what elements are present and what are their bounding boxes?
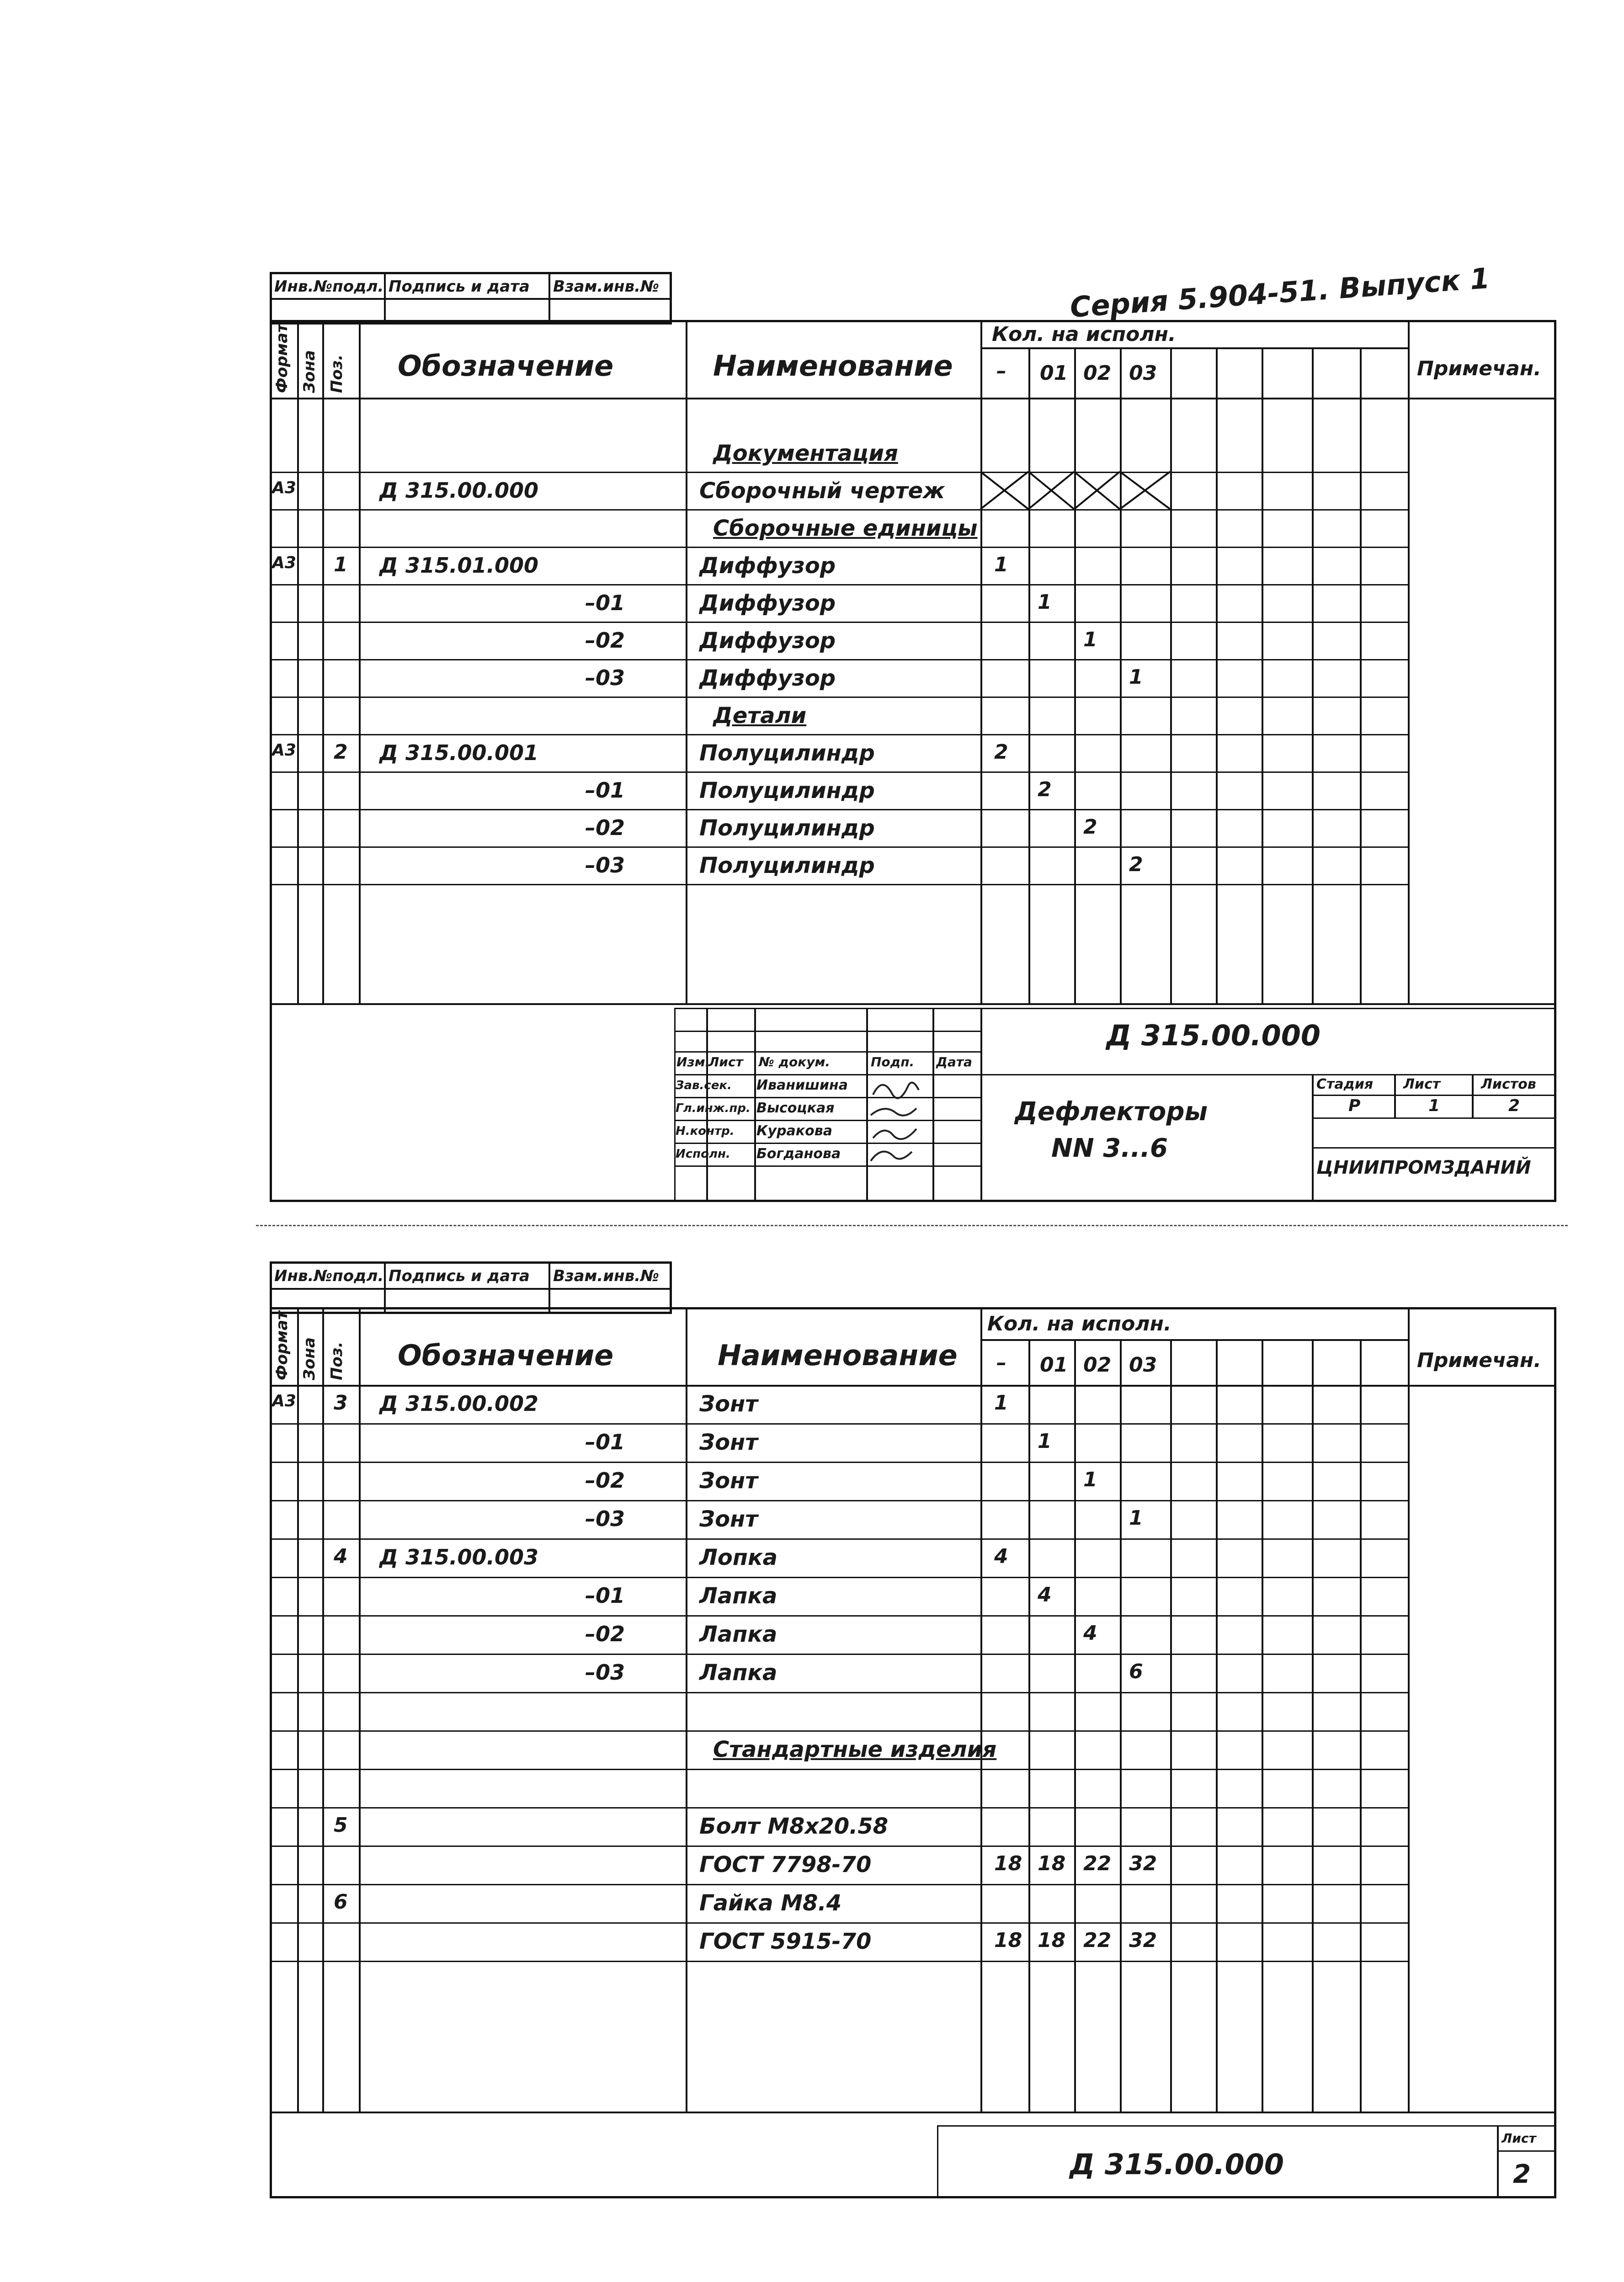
tb-title-line2: NN 3...6 xyxy=(1051,1133,1168,1163)
row2-pos: 3 xyxy=(334,1391,348,1415)
row1-name: Сборочный чертеж xyxy=(699,478,945,504)
col-format-header: Формат xyxy=(273,324,291,393)
stamp-replace-label: Взам.инв.№ xyxy=(553,277,659,296)
row2-qty-0: 18 xyxy=(994,1929,1022,1952)
row2-qty-2: 22 xyxy=(1083,1929,1112,1952)
row2-name: Лапка xyxy=(699,1660,777,1686)
col2-qty-0: – xyxy=(996,1351,1006,1374)
row2-qty-3: 6 xyxy=(1129,1660,1143,1684)
row1-designation: Д 315.00.001 xyxy=(379,740,538,766)
tb2-sheet-label: Лист xyxy=(1502,2131,1536,2146)
row-divider xyxy=(270,1654,1408,1655)
col-pos-header: Поз. xyxy=(328,354,346,393)
row-divider xyxy=(270,1807,1408,1809)
col-zone-header: Зона xyxy=(300,350,319,393)
stamp-inv-label: Инв.№подл. xyxy=(274,277,384,296)
col2-qty-2: 02 xyxy=(1083,1353,1112,1377)
row1-qty-3: 2 xyxy=(1129,853,1143,877)
tb-header-doc: № докум. xyxy=(759,1054,831,1069)
row1-qty-1: 2 xyxy=(1038,778,1052,802)
col-designation-header: Обозначение xyxy=(398,349,614,383)
stamp2-replace-label: Взам.инв.№ xyxy=(553,1267,659,1285)
row2-name: Зонт xyxy=(699,1468,758,1494)
col2-designation-header: Обозначение xyxy=(398,1339,614,1372)
row2-designation: Д 315.00.002 xyxy=(379,1391,538,1416)
row2-designation: –01 xyxy=(585,1583,625,1608)
row1-pos: 1 xyxy=(334,553,348,577)
row-divider xyxy=(270,809,1408,810)
row2-qty-1: 1 xyxy=(1038,1430,1052,1453)
row-divider xyxy=(270,1692,1408,1693)
row1-designation: –01 xyxy=(585,590,625,616)
row1-name: Полуцилиндр xyxy=(699,740,875,766)
col-note-header: Примечан. xyxy=(1417,357,1541,380)
row1-pos: 2 xyxy=(334,740,348,764)
row-divider xyxy=(270,1500,1408,1501)
tb2-sheet-value: 2 xyxy=(1513,2160,1531,2189)
row-divider xyxy=(270,547,1408,548)
row2-qty-3: 1 xyxy=(1129,1506,1143,1530)
tb-person-1: Высоцкая xyxy=(756,1100,835,1116)
tb-header-izm: Изм. xyxy=(676,1054,710,1069)
tb-person-2: Куракова xyxy=(756,1123,832,1139)
col-qty-3: 03 xyxy=(1129,362,1157,385)
tb-header-list: Лист xyxy=(708,1054,743,1069)
row1-format: А3 xyxy=(272,741,296,760)
row2-qty-1: 18 xyxy=(1038,1852,1066,1876)
sheet-separator xyxy=(256,1225,1568,1226)
tb2-doc-code: Д 315.00.000 xyxy=(1070,2148,1284,2181)
col2-qty-header: Кол. на исполн. xyxy=(987,1312,1171,1335)
series-label: Серия 5.904-51. Выпуск 1 xyxy=(1069,261,1491,324)
row-divider xyxy=(270,1615,1408,1617)
row1-designation: Д 315.00.000 xyxy=(379,478,538,503)
row2-pos: 4 xyxy=(334,1545,348,1569)
row-divider xyxy=(270,472,1408,473)
tb-stage-value: Р xyxy=(1348,1096,1361,1115)
row2-name: Зонт xyxy=(699,1391,758,1417)
tb-doc-code: Д 315.00.000 xyxy=(1106,1019,1321,1052)
row-divider xyxy=(270,1846,1408,1847)
tb-person-3: Богданова xyxy=(756,1146,841,1162)
row-divider xyxy=(270,771,1408,773)
row-divider xyxy=(270,1538,1408,1540)
stamp2-inv-label: Инв.№подл. xyxy=(274,1267,384,1285)
row-divider xyxy=(270,1922,1408,1924)
row1-designation: –02 xyxy=(585,815,625,840)
row2-qty-2: 22 xyxy=(1083,1852,1112,1876)
col2-pos-header: Поз. xyxy=(328,1341,346,1380)
row2-name: ГОСТ 7798-70 xyxy=(699,1852,872,1878)
row-divider xyxy=(270,584,1408,585)
tb-person-0: Иванишина xyxy=(756,1077,848,1093)
row-divider xyxy=(270,509,1408,511)
row2-qty-2: 4 xyxy=(1083,1622,1097,1645)
tb-header-sign: Подп. xyxy=(871,1054,915,1069)
row2-qty-3: 32 xyxy=(1129,1852,1157,1876)
row1-qty-0: 1 xyxy=(994,553,1008,577)
row1-name: Детали xyxy=(713,703,807,729)
tb-sheets-label: Листов xyxy=(1481,1076,1536,1092)
row-divider xyxy=(270,1769,1408,1770)
row1-format: А3 xyxy=(272,553,296,573)
row2-qty-0: 1 xyxy=(994,1391,1008,1415)
col2-qty-1: 01 xyxy=(1040,1353,1068,1377)
row1-name: Диффузор xyxy=(699,665,836,692)
row-divider xyxy=(270,659,1408,660)
row-divider xyxy=(270,1423,1408,1425)
row1-qty-2: 2 xyxy=(1083,815,1097,839)
row-divider xyxy=(270,1884,1408,1885)
row2-qty-1: 18 xyxy=(1038,1929,1066,1952)
tb-sheets-value: 2 xyxy=(1508,1096,1520,1115)
row2-pos: 6 xyxy=(334,1890,348,1914)
col2-zone-header: Зона xyxy=(300,1337,319,1380)
row-divider xyxy=(270,1961,1408,1962)
row2-qty-2: 1 xyxy=(1083,1468,1097,1492)
tb-role-0: Зав.сек. xyxy=(676,1079,732,1092)
row2-name: Стандартные изделия xyxy=(713,1737,997,1763)
row1-designation: –03 xyxy=(585,853,625,878)
row1-format: А3 xyxy=(272,479,296,498)
row1-name: Документация xyxy=(713,441,898,467)
col-qty-0: – xyxy=(996,359,1006,383)
col2-format-header: Формат xyxy=(273,1311,291,1380)
row-divider xyxy=(270,884,1408,885)
row2-designation: –01 xyxy=(585,1430,625,1455)
tb-role-1: Гл.инж.пр. xyxy=(676,1101,751,1115)
row2-name: Гайка М8.4 xyxy=(699,1890,842,1916)
row1-qty-1: 1 xyxy=(1038,590,1052,614)
row1-name: Диффузор xyxy=(699,553,836,579)
col-qty-2: 02 xyxy=(1083,362,1112,385)
row-divider xyxy=(270,697,1408,698)
row2-format: А3 xyxy=(272,1392,296,1411)
row2-designation: Д 315.00.003 xyxy=(379,1545,538,1570)
row2-name: Лапка xyxy=(699,1622,777,1648)
row1-qty-2: 1 xyxy=(1083,628,1097,652)
row2-name: Болт М8х20.58 xyxy=(699,1814,889,1840)
row2-name: Лопка xyxy=(699,1545,777,1571)
tb-role-2: Н.контр. xyxy=(676,1124,735,1138)
tb-sheet-value: 1 xyxy=(1428,1096,1440,1115)
col2-note-header: Примечан. xyxy=(1417,1349,1541,1372)
row1-designation: –03 xyxy=(585,665,625,691)
col2-name-header: Наименование xyxy=(718,1339,958,1372)
row2-name: Лапка xyxy=(699,1583,777,1609)
stamp-sign-label: Подпись и дата xyxy=(389,277,530,296)
row2-qty-1: 4 xyxy=(1038,1583,1052,1607)
tb-role-3: Исполн. xyxy=(676,1147,730,1161)
row-divider xyxy=(270,734,1408,735)
col-qty-header: Кол. на исполн. xyxy=(992,323,1176,346)
row-divider xyxy=(270,1730,1408,1732)
row2-name: Зонт xyxy=(699,1506,758,1532)
row1-name: Диффузор xyxy=(699,590,836,617)
row2-designation: –03 xyxy=(585,1660,625,1685)
col2-qty-3: 03 xyxy=(1129,1353,1157,1377)
row1-name: Сборочные единицы xyxy=(713,516,978,542)
row1-designation: –02 xyxy=(585,628,625,653)
row1-qty-3: 1 xyxy=(1129,665,1143,689)
row2-qty-0: 18 xyxy=(994,1852,1022,1876)
row2-pos: 5 xyxy=(334,1814,348,1837)
row1-designation: Д 315.01.000 xyxy=(379,553,538,578)
row-divider xyxy=(270,622,1408,623)
stamp2-sign-label: Подпись и дата xyxy=(389,1267,530,1285)
tb-header-date: Дата xyxy=(936,1054,972,1069)
row1-name: Полуцилиндр xyxy=(699,778,875,804)
row2-qty-0: 4 xyxy=(994,1545,1008,1569)
row1-name: Диффузор xyxy=(699,628,836,654)
row1-name: Полуцилиндр xyxy=(699,853,875,879)
row-divider xyxy=(270,846,1408,848)
row-divider xyxy=(270,1462,1408,1463)
row2-name: Зонт xyxy=(699,1430,758,1456)
tb-stage-label: Стадия xyxy=(1316,1076,1374,1092)
row1-designation: –01 xyxy=(585,778,625,803)
tb-org: ЦНИИПРОМЗДАНИЙ xyxy=(1316,1157,1531,1178)
tb-title-line1: Дефлекторы xyxy=(1015,1097,1208,1127)
row1-qty-0: 2 xyxy=(994,740,1008,764)
row2-designation: –02 xyxy=(585,1622,625,1647)
row2-name: ГОСТ 5915-70 xyxy=(699,1929,872,1955)
tb-sheet-label: Лист xyxy=(1403,1076,1441,1092)
row2-designation: –03 xyxy=(585,1506,625,1532)
row1-name: Полуцилиндр xyxy=(699,815,875,841)
row2-designation: –02 xyxy=(585,1468,625,1493)
col-qty-1: 01 xyxy=(1040,362,1068,385)
row2-qty-3: 32 xyxy=(1129,1929,1157,1952)
col-name-header: Наименование xyxy=(713,349,953,383)
row-divider xyxy=(270,1577,1408,1578)
